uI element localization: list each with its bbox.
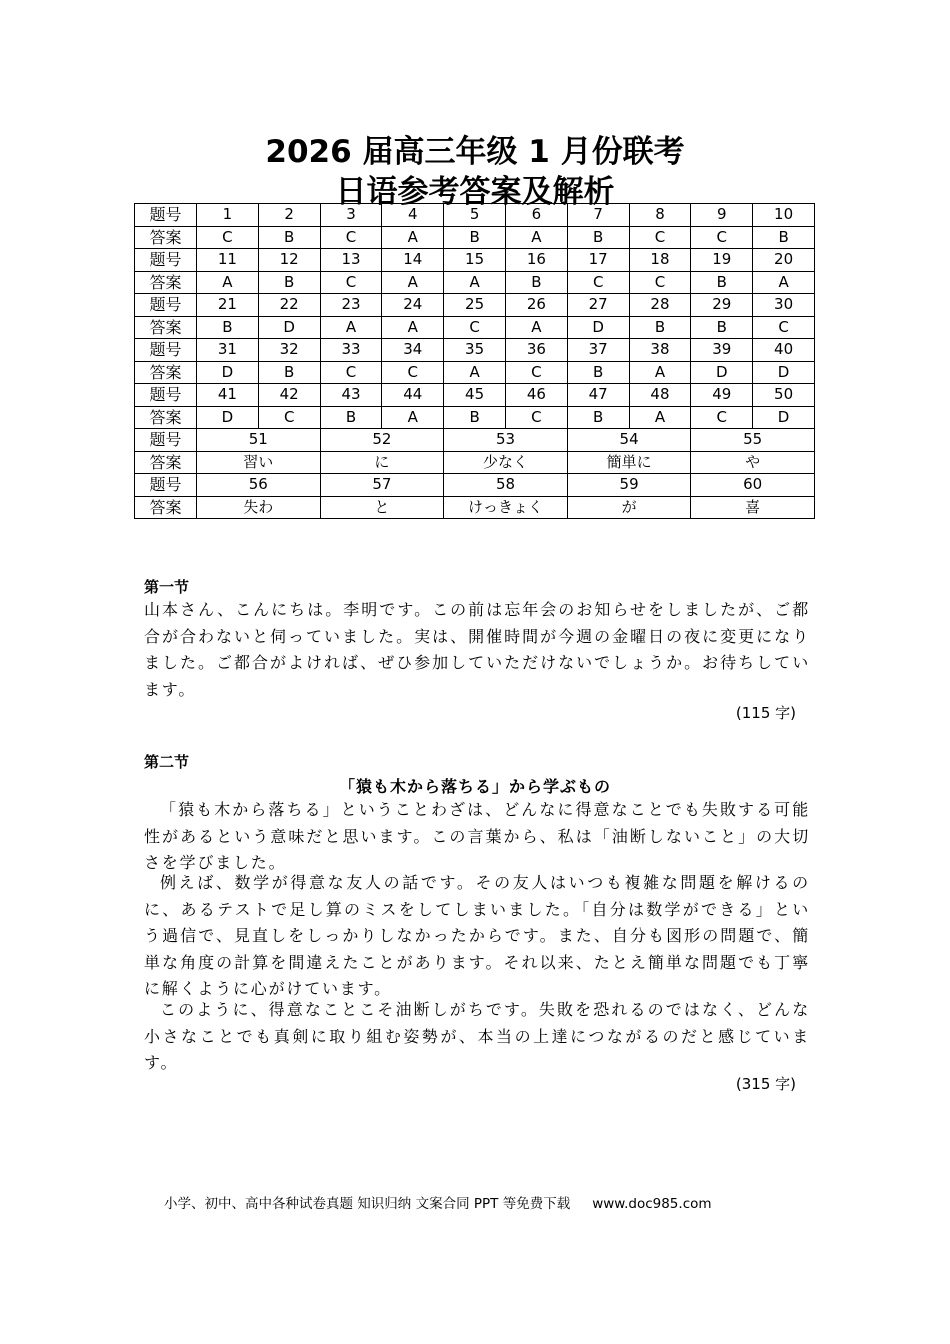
answer-cell: D	[567, 316, 629, 339]
question-number-cell: 18	[629, 249, 691, 272]
question-number-cell: 52	[320, 429, 444, 452]
answer-cell: A	[382, 316, 444, 339]
question-number-cell: 46	[505, 384, 567, 407]
answer-cell: D	[753, 406, 815, 429]
question-number-cell: 55	[691, 429, 815, 452]
row-label-number: 题号	[135, 249, 197, 272]
row-label-answer: 答案	[135, 226, 197, 249]
row-label-number: 题号	[135, 429, 197, 452]
question-number-cell: 30	[753, 294, 815, 317]
question-number-cell: 36	[505, 339, 567, 362]
footer-url[interactable]: www.doc985.com	[592, 1196, 712, 1212]
essay-paragraph-3: このように、得意なことこそ油断しがちです。失敗を恐れるのではなく、どんな小さなことでも真剣に取り組む姿勢が、本当の上達につながるのだと感じています。	[144, 1000, 810, 1072]
answer-cell: B	[567, 226, 629, 249]
question-number-cell: 19	[691, 249, 753, 272]
question-number-cell: 9	[691, 204, 753, 227]
answer-cell: に	[320, 451, 444, 474]
row-label-answer: 答案	[135, 316, 197, 339]
answer-cell: A	[444, 361, 506, 384]
question-number-cell: 34	[382, 339, 444, 362]
question-number-cell: 58	[444, 474, 568, 497]
question-number-cell: 44	[382, 384, 444, 407]
question-number-cell: 21	[197, 294, 259, 317]
answer-cell: D	[197, 406, 259, 429]
answer-cell: と	[320, 496, 444, 519]
section1-text: 山本さん、こんにちは。李明です。この前は忘年会のお知らせをしましたが、ご都合が合わないと伺っていました。実は、開催時間が今週の金曜日の夜に変更になりました。ご都合がよければ、ぜひ参加していただけないでしょうか。お待ちしています。	[144, 600, 810, 699]
question-number-cell: 23	[320, 294, 382, 317]
footer	[164, 1192, 712, 1212]
footer-text: 小学、初中、高中各种试卷真题 知识归纳 文案合同 PPT 等免费下载	[164, 1196, 571, 1212]
question-number-cell: 12	[258, 249, 320, 272]
question-number-cell: 37	[567, 339, 629, 362]
answer-cell: 習い	[197, 451, 321, 474]
table-row-numbers	[135, 204, 815, 227]
question-number-cell: 11	[197, 249, 259, 272]
answer-cell: A	[505, 316, 567, 339]
answer-cell: A	[382, 226, 444, 249]
section1-heading: 第一节	[144, 578, 190, 596]
table-row-numbers	[135, 429, 815, 452]
question-number-cell: 33	[320, 339, 382, 362]
question-number-cell: 28	[629, 294, 691, 317]
essay-paragraph-1: 「猿も木から落ちる」ということわざは、どんなに得意なことでも失敗する可能性があるという意味だと思います。この言葉から、私は「油断しないこと」の大切さを学びました。	[144, 800, 810, 872]
question-number-cell: 32	[258, 339, 320, 362]
table-row-answers	[135, 271, 815, 294]
answer-cell: B	[258, 361, 320, 384]
essay-paragraph-2: 例えば、数学が得意な友人の話です。その友人はいつも複雑な問題を解けるのに、あるテストで足し算のミスをしてしまいました。「自分は数学ができる」という過信で、見直しをしっかりしなかったからです。また、自分も図形の問題で、簡単な角度の計算を間違えたことがあります。それ以来、たとえ簡単な問題でも丁寧に解くように心がけています。	[144, 873, 810, 998]
question-number-cell: 53	[444, 429, 568, 452]
answer-cell: C	[505, 406, 567, 429]
answer-cell: C	[567, 271, 629, 294]
answer-cell: C	[382, 361, 444, 384]
section2-char-count: (315 字)	[735, 1075, 796, 1093]
answer-cell: C	[320, 361, 382, 384]
answer-cell: D	[753, 361, 815, 384]
answer-cell: A	[197, 271, 259, 294]
question-number-cell: 1	[197, 204, 259, 227]
question-number-cell: 25	[444, 294, 506, 317]
question-number-cell: 47	[567, 384, 629, 407]
question-number-cell: 14	[382, 249, 444, 272]
table-row-answers	[135, 226, 815, 249]
question-number-cell: 2	[258, 204, 320, 227]
answer-cell: 簡単に	[567, 451, 691, 474]
answer-cell: C	[197, 226, 259, 249]
question-number-cell: 17	[567, 249, 629, 272]
answer-cell: D	[691, 361, 753, 384]
answer-cell: 失わ	[197, 496, 321, 519]
answer-cell: C	[505, 361, 567, 384]
answer-cell: けっきょく	[444, 496, 568, 519]
question-number-cell: 4	[382, 204, 444, 227]
answer-cell: A	[320, 316, 382, 339]
row-label-answer: 答案	[135, 361, 197, 384]
answer-cell: B	[567, 361, 629, 384]
table-row-answers	[135, 451, 815, 474]
question-number-cell: 57	[320, 474, 444, 497]
table-row-answers	[135, 406, 815, 429]
table-row-answers	[135, 496, 815, 519]
document-subtitle: 日语参考答案及解析	[335, 174, 615, 210]
answer-cell: が	[567, 496, 691, 519]
answer-cell: B	[753, 226, 815, 249]
answer-cell: C	[691, 406, 753, 429]
question-number-cell: 22	[258, 294, 320, 317]
answer-cell: A	[629, 406, 691, 429]
question-number-cell: 24	[382, 294, 444, 317]
answer-cell: A	[629, 361, 691, 384]
row-label-answer: 答案	[135, 451, 197, 474]
answer-cell: B	[505, 271, 567, 294]
answer-cell: B	[320, 406, 382, 429]
question-number-cell: 45	[444, 384, 506, 407]
question-number-cell: 10	[753, 204, 815, 227]
section2-heading: 第二节	[144, 753, 190, 771]
question-number-cell: 16	[505, 249, 567, 272]
table-row-answers	[135, 316, 815, 339]
question-number-cell: 7	[567, 204, 629, 227]
answer-cell: B	[444, 406, 506, 429]
row-label-answer: 答案	[135, 271, 197, 294]
answer-table	[134, 203, 815, 519]
table-row-numbers	[135, 384, 815, 407]
answer-cell: C	[691, 226, 753, 249]
question-number-cell: 59	[567, 474, 691, 497]
table-row-answers	[135, 361, 815, 384]
answer-cell: C	[753, 316, 815, 339]
question-number-cell: 13	[320, 249, 382, 272]
answer-cell: B	[691, 271, 753, 294]
table-row-numbers	[135, 294, 815, 317]
question-number-cell: 60	[691, 474, 815, 497]
answer-cell: B	[691, 316, 753, 339]
answer-cell: や	[691, 451, 815, 474]
essay-title: 「猿も木から落ちる」から学ぶもの	[338, 777, 611, 796]
answer-cell: A	[382, 406, 444, 429]
answer-cell: B	[629, 316, 691, 339]
answer-cell: D	[197, 361, 259, 384]
answer-cell: A	[444, 271, 506, 294]
table-row-numbers	[135, 474, 815, 497]
answer-cell: C	[444, 316, 506, 339]
answer-cell: A	[505, 226, 567, 249]
answer-cell: C	[629, 271, 691, 294]
question-number-cell: 29	[691, 294, 753, 317]
answer-cell: B	[444, 226, 506, 249]
row-label-number: 题号	[135, 294, 197, 317]
row-label-answer: 答案	[135, 406, 197, 429]
question-number-cell: 48	[629, 384, 691, 407]
row-label-number: 题号	[135, 384, 197, 407]
answer-cell: C	[258, 406, 320, 429]
question-number-cell: 41	[197, 384, 259, 407]
answer-cell: 少なく	[444, 451, 568, 474]
answer-cell: B	[567, 406, 629, 429]
answer-cell: 喜	[691, 496, 815, 519]
question-number-cell: 54	[567, 429, 691, 452]
question-number-cell: 3	[320, 204, 382, 227]
question-number-cell: 35	[444, 339, 506, 362]
question-number-cell: 31	[197, 339, 259, 362]
question-number-cell: 26	[505, 294, 567, 317]
row-label-number: 题号	[135, 204, 197, 227]
question-number-cell: 15	[444, 249, 506, 272]
question-number-cell: 56	[197, 474, 321, 497]
answer-cell: B	[258, 271, 320, 294]
row-label-answer: 答案	[135, 496, 197, 519]
question-number-cell: 43	[320, 384, 382, 407]
section1-char-count: (115 字)	[735, 704, 796, 722]
question-number-cell: 38	[629, 339, 691, 362]
answer-cell: D	[258, 316, 320, 339]
question-number-cell: 8	[629, 204, 691, 227]
answer-cell: C	[320, 271, 382, 294]
question-number-cell: 51	[197, 429, 321, 452]
table-row-numbers	[135, 339, 815, 362]
question-number-cell: 40	[753, 339, 815, 362]
row-label-number: 题号	[135, 339, 197, 362]
answer-cell: A	[753, 271, 815, 294]
question-number-cell: 5	[444, 204, 506, 227]
question-number-cell: 42	[258, 384, 320, 407]
answer-cell: C	[629, 226, 691, 249]
question-number-cell: 6	[505, 204, 567, 227]
answer-cell: A	[382, 271, 444, 294]
question-number-cell: 20	[753, 249, 815, 272]
answer-cell: C	[320, 226, 382, 249]
question-number-cell: 39	[691, 339, 753, 362]
question-number-cell: 27	[567, 294, 629, 317]
question-number-cell: 50	[753, 384, 815, 407]
row-label-number: 题号	[135, 474, 197, 497]
answer-cell: B	[258, 226, 320, 249]
question-number-cell: 49	[691, 384, 753, 407]
answer-cell: B	[197, 316, 259, 339]
table-row-numbers	[135, 249, 815, 272]
document-title: 2026 届高三年级 1 月份联考	[265, 134, 685, 170]
